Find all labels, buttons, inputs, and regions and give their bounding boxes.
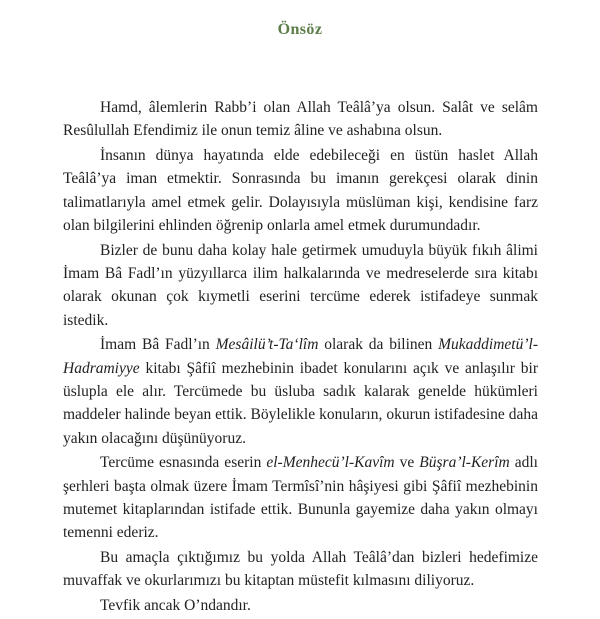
text-run: Bizler de bunu daha kolay hale getirmek umuduyla büyük fıkıh âlimi İmam Bâ Fadl’ın yüzyıllarca ilim halkalarında ve medreselerde sıra kitabı olarak okunan çok kıymetli eserini tercüme ederek istifadeye sunmak istedik. [63,241,538,329]
page-title: Önsöz [277,21,323,38]
text-run: adlı şerhleri başta olmak üzere İmam Termîsî’nin hâşiyesi gibi Şâfiî mezhebinin mutemet kitaplarından istifade ettik. Bununla gayemize daha yakın olmayı temenni ederiz. [63,454,538,542]
paragraph [63,96,538,143]
page-body [63,96,538,619]
book-title-italic: Mukaddimetü’l-Hadramiyye [63,336,538,377]
text-run: olarak da bilinen [318,336,439,354]
book-title-italic: el-Menhecü’l-Kavîm [266,454,395,472]
paragraph [63,144,538,237]
paragraph [63,546,538,593]
text-run: İnsanın dünya hayatında elde edebileceği en üstün haslet Allah Teâlâ’ya iman etmektir. Sonrasında bu imanın gerekçesi olarak dinin talimatlarıyla amel etmek gelir. Dolayısıyla müslüman kişi, kendisine farz olan bilgilerini ehlinden öğrenip onlarla amel etmek durumundadır. [63,147,538,234]
book-title-italic: Büşra’l-Kerîm [419,454,510,472]
paragraph [63,594,538,617]
book-title-italic: Mesâilü’t-Ta‘lîm [215,336,319,354]
paragraph [63,451,538,544]
text-run: kitabı Şâfiî mezhebinin ibadet konularını açık ve anlaşılır bir üslupla ele alır. Tercümede bu üsluba sadık kalarak genelde hükümleri maddeler halinde beyan ettik. Böylelikle konuların, okurun istifadesine daha yakın olacağını düşünüyoruz. [63,359,538,447]
text-run: ve [394,454,420,472]
text-run: İmam Bâ Fadl’ın [100,336,216,354]
text-run: Hamd, âlemlerin Rabb’i olan Allah Teâlâ’ya olsun. Salât ve selâm Resûlullah Efendimiz ile onun temiz âline ve ashabına olsun. [63,99,538,140]
text-run: Bu amaçla çıktığımız bu yolda Allah Teâlâ’dan bizleri hedefimize muvaffak ve okurlarımızı bu kitaptan müstefit kılmasını diliyoruz. [63,549,538,590]
paragraph [63,333,538,449]
text-run: Tevfik ancak O’ndandır. [100,597,251,615]
paragraph [63,239,538,332]
text-run: Tercüme esnasında eserin [100,454,267,472]
